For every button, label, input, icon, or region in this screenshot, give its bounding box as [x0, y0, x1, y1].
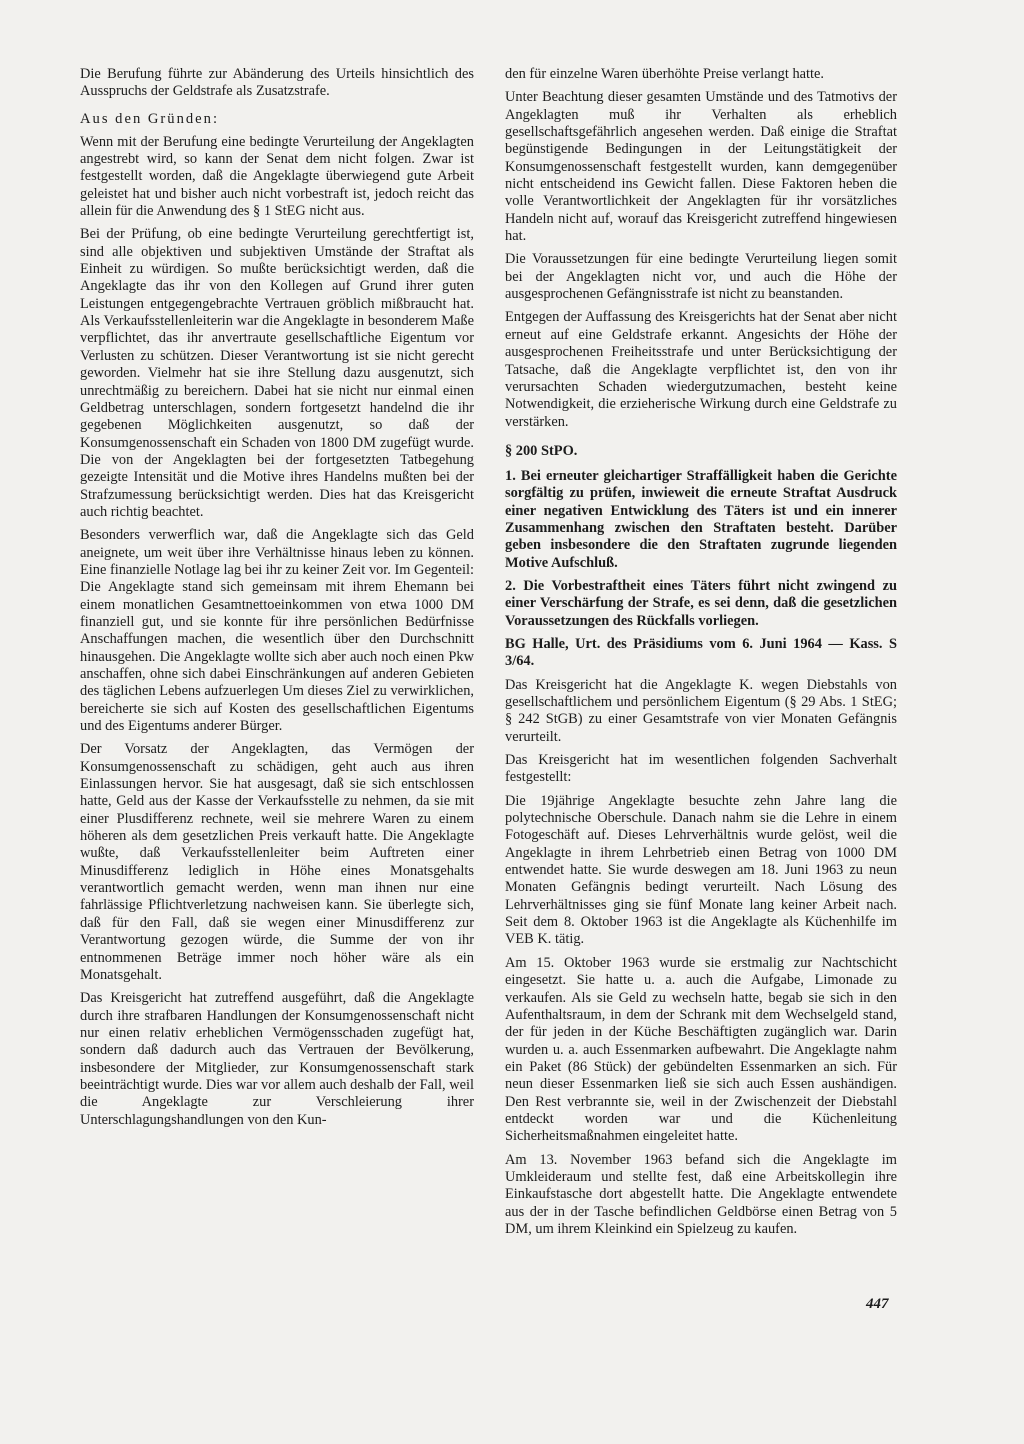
reasons-heading: Aus den Gründen:: [80, 110, 220, 127]
right-column: [505, 66, 897, 1244]
paragraph: Wenn mit der Berufung eine bedingte Verurteilung der Angeklagten angestrebt wird, so kann der Senat dem nicht folgen. Zwar ist festgestellt worden, daß die Angeklagte überwiegend gute Arbeit geleistet hat und bisher auch nicht vorbestraft ist, jedoch reicht das allein für die Anwendung des § 1 StEG nicht aus.: [80, 133, 474, 220]
case-citation: BG Halle, Urt. des Präsidiums vom 6. Juni 1964 — Kass. S 3/64.: [505, 635, 897, 670]
paragraph: Die Voraussetzungen für eine bedingte Verurteilung liegen somit bei der Angeklagten nicht vor, und auch die Höhe der ausgesprochenen Gefängnisstrafe ist nicht zu beanstanden.: [505, 251, 897, 303]
paragraph: Bei der Prüfung, ob eine bedingte Verurteilung gerechtfertigt ist, sind alle objektiven und subjektiven Umstände der Straftat als Einheit zu würdigen. So mußte berücksichtigt werden, daß die Angeklagte das ihr von den Kollegen auf Grund ihrer guten Leistungen entgegengebrachte Vertrauen gröblich mißbraucht hat. Als Verkaufsstellenleiterin war die Angeklagte in besonderem Maße verpflichtet, das ihr anvertraute gesellschaftliche Eigentum vor Verlusten zu schützen. Dieser Verantwortung ist sie nicht gerecht geworden. Vielmehr hat sie ihre Stellung dazu ausgenutzt, sich unrechtmäßig zu bereichern. Dabei hat sie nicht nur einmal einen Geldbetrag unterschlagen, sondern fortgesetzt handelnd die ihr gegebenen Möglichkeiten ausgenutzt, so daß der Konsumgenossenschaft ein Schaden von 1800 DM zugefügt wurde. Die von der Angeklagten bei der fortgesetzten Tatbegehung gezeigte Intensität und die Motive ihres Handelns mußten bei der Strafzumessung berücksichtigt werden. Dies hat das Kreisgericht auch richtig beachtet.: [80, 226, 474, 520]
paragraph: Der Vorsatz der Angeklagten, das Vermögen der Konsumgenossenschaft zu schädigen, geht auch aus ihren Einlassungen hervor. Sie hat ausgesagt, daß sie sich entschlossen hatte, Geld aus der Kasse der Verkaufsstelle zu nehmen, da sie mit einer Plusdifferenz rechnete, weil sie mehrere Waren zu einem höheren als dem gesetzlichen Preis verkauft hatte. Die Angeklagte wußte, daß Verkaufsstellenleiter beim Auftreten einer Minusdifferenz lediglich in Höhe eines Monatsgehalts verantwortlich gemacht werden, wenn man ihnen nur eine fahrlässige Pflichtverletzung nachweisen kann. Sie überlegte sich, daß für den Fall, daß sie wegen einer Minusdifferenz zur Verantwortung gezogen würde, die Summe der von ihr entnommenen Beträge immer noch höher wäre als ein Monatsgehalt.: [80, 741, 474, 983]
paragraph: Besonders verwerflich war, daß die Angeklagte sich das Geld aneignete, um weit über ihre Verhältnisse hinaus leben zu können. Eine finanzielle Notlage lag bei ihr zu keiner Zeit vor. Im Gegenteil: Die Angeklagte stand sich gemeinsam mit ihrem Ehemann bei einem monatlichen Gesamtnettoeinkommen von etwa 1000 DM finanziell gut, und sie konnte für ihre persönlichen Bedürfnisse Anschaffungen machen, die wesentlich über den Durchschnitt hinausgehen. Die Angeklagte wollte sich aber auch noch einen Pkw anschaffen, ohne sich dabei Einschränkungen auf anderen Gebieten des täglichen Lebens aufzuerlegen Um dieses Ziel zu verwirklichen, bereicherte sie sich auf Kosten des gesellschaftlichen Eigentums und des Eigentums anderer Bürger.: [80, 527, 474, 735]
intro-paragraph: Die Berufung führte zur Abänderung des Urteils hinsichtlich des Ausspruchs der Geldstrafe als Zusatzstrafe.: [80, 66, 474, 100]
headnote-2: 2. Die Vorbestraftheit eines Täters führt nicht zwingend zu einer Verschärfung der Strafe, es sei denn, daß die gesetzlichen Voraussetzungen des Rückfalls vorliegen.: [505, 577, 897, 629]
paragraph: Die 19jährige Angeklagte besuchte zehn Jahre lang die polytechnische Oberschule. Danach nahm sie die Lehre in einem Fotogeschäft auf. Dieses Lehrverhältnis wurde gelöst, weil die Angeklagte in ihrem Lehrbetrieb einen Betrag von 1000 DM entwendet hatte. Sie wurde deswegen am 18. Juni 1963 zu neun Monaten Gefängnis bedingt verurteilt. Nach Lösung des Lehrverhältnisses ging sie fünf Monate lang keiner Arbeit nach. Seit dem 8. Oktober 1963 ist die Angeklagte als Küchenhilfe im VEB K. tätig.: [505, 792, 897, 948]
paragraph: Am 15. Oktober 1963 wurde sie erstmalig zur Nachtschicht eingesetzt. Sie hatte u. a. auch die Aufgabe, Limonade zu verkaufen. Als sie Geld zu wechseln hatte, begab sie sich in den Aufenthaltsraum, in dem der Schrank mit dem Wechselgeld stand, der für jeden in der Küche Beschäftigten zugänglich war. Darin wurden u. a. auch Essenmarken aufbewahrt. Die Angeklagte nahm ein Paket (86 Stück) der gebündelten Essenmarken an sich. Für neun dieser Essenmarken ließ sie sich auch Essen aushändigen. Den Rest verbrannte sie, weil in der Zwischenzeit der Diebstahl entdeckt worden war und die Küchenleitung Sicherheitsmaßnahmen eingeleitet hatte.: [505, 954, 897, 1145]
left-column: [80, 66, 474, 1135]
paragraph: Das Kreisgericht hat die Angeklagte K. wegen Diebstahls von gesellschaftlichem und persönlichem Eigentum (§ 29 Abs. 1 StEG; § 242 StGB) zu einer Gesamtstrafe von vier Monaten Gefängnis verurteilt.: [505, 676, 897, 745]
paragraph: Das Kreisgericht hat zutreffend ausgeführt, daß die Angeklagte durch ihre strafbaren Handlungen der Konsumgenossenschaft nicht nur einen relativ erheblichen Vermögensschaden zugefügt hat, sondern daß dadurch auch das Vertrauen der Bevölkerung, insbesondere der Mitglieder, zur Konsumgenossenschaft stark beeinträchtigt wurde. Dies war vor allem auch deshalb der Fall, weil die Angeklagte zur Verschleierung ihrer Unterschlagungshandlungen von den Kun-: [80, 990, 475, 1128]
paragraph: Das Kreisgericht hat im wesentlichen folgenden Sachverhalt festgestellt:: [505, 752, 897, 786]
headnote-1: 1. Bei erneuter gleichartiger Straffälligkeit haben die Gerichte sorgfältig zu prüfen, inwieweit die erneute Straftat Ausdruck einer negativen Entwicklung des Täters ist und ein innerer Zusammenhang zwischen den Straftaten besteht. Darüber geben insbesondere die den Straftaten zugrunde liegenden Motive Aufschluß.: [505, 467, 897, 571]
paragraph: Am 13. November 1963 befand sich die Angeklagte im Umkleideraum und stellte fest, daß eine Arbeitskollegin ihre Einkaufstasche dort abgestellt hatte. Die Angeklagte entwendete aus der in der Tasche befindlichen Geldbörse einen Betrag von 5 DM, um ihrem Kleinkind ein Spielzeug zu kaufen.: [505, 1151, 897, 1237]
paragraph: Unter Beachtung dieser gesamten Umstände und des Tatmotivs der Angeklagten muß ihr Verhalten als erheblich gesellschaftsgefährlich angesehen werden. Daß einige die Straftat begünstigende Bedingungen in der Leitungstätigkeit der Konsumgenossenschaft festgestellt wurden, kann demgegenüber nicht entscheidend ins Gewicht fallen. Diese Faktoren heben die volle Verantwortlichkeit der Angeklagten für ihr vorsätzliches Handeln nicht auf, worauf das Kreisgericht zutreffend hingewiesen hat.: [505, 89, 897, 245]
paragraph: den für einzelne Waren überhöhte Preise verlangt hatte.: [505, 66, 825, 82]
section-heading: § 200 StPO.: [505, 442, 578, 459]
page-number: 447: [866, 1296, 889, 1312]
paragraph: Entgegen der Auffassung des Kreisgerichts hat der Senat aber nicht erneut auf eine Geldstrafe erkannt. Angesichts der Höhe der ausgesprochenen Freiheitsstrafe und unter Berücksichtigung der Tatsache, daß die Angeklagte verpflichtet ist, den von ihr verursachten Schaden wiedergutzumachen, besteht keine Notwendigkeit, die erzieherische Wirkung durch eine Geldstrafe zu verstärken.: [505, 309, 897, 430]
